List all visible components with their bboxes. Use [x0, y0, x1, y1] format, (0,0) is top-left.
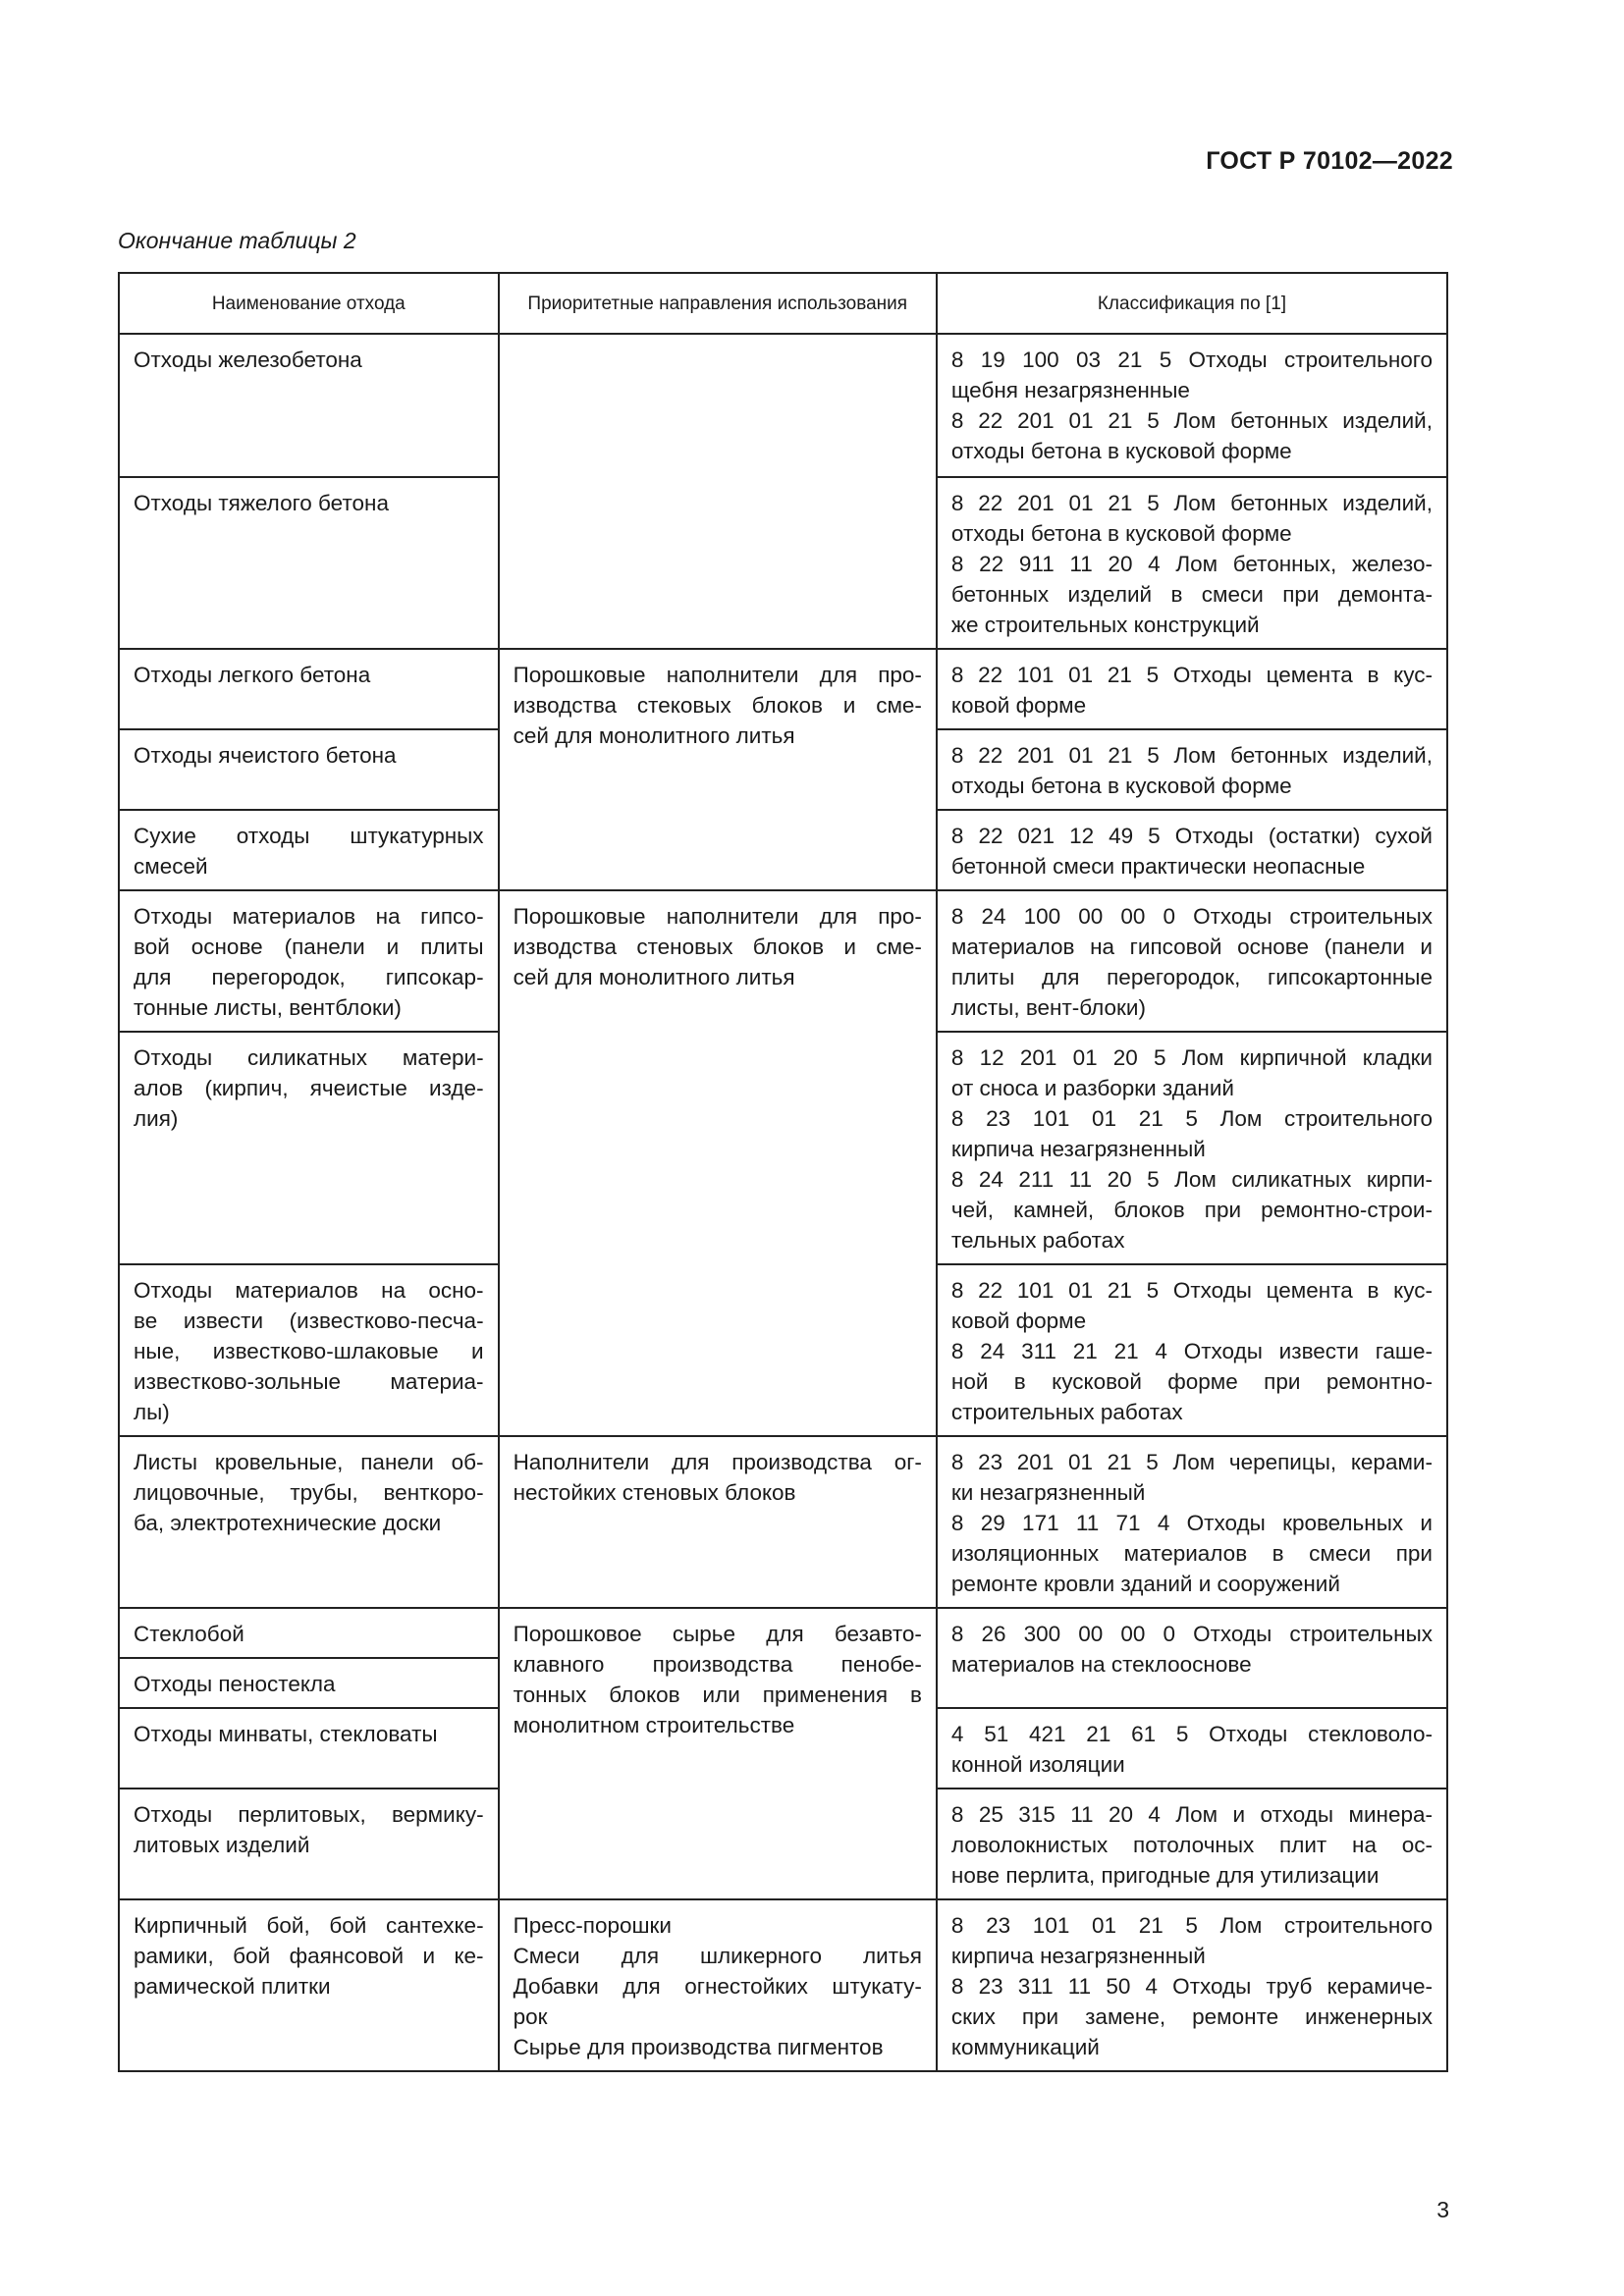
text-line: плиты для перегородок, гипсокартонные	[950, 965, 1433, 989]
waste-name-cell	[119, 810, 499, 890]
text-line: от сноса и разборки зданий	[950, 1076, 1234, 1100]
text-line: 8 22 201 01 21 5 Лом бетонных изделий,	[950, 491, 1433, 515]
text-line: клавного производства пенобе-	[513, 1652, 922, 1677]
text-line: изводства стеновых блоков и сме-	[513, 934, 922, 959]
text-line: ве извести (известково-песча-	[134, 1308, 484, 1333]
table-row	[119, 649, 1447, 729]
text-line: известково-зольные материа-	[134, 1369, 484, 1394]
waste-name-cell	[119, 1899, 499, 2071]
column-header: Наименование отхода	[119, 273, 499, 334]
table-row	[119, 334, 1447, 477]
text-line: Сухие отходы штукатурных	[134, 824, 484, 848]
text-line: 8 24 311 21 21 4 Отходы извести гаше-	[950, 1339, 1433, 1363]
text-line: 8 22 201 01 21 5 Лом бетонных изделий,	[950, 743, 1433, 768]
classification-cell	[937, 890, 1447, 1032]
waste-name-cell: Отходы ячеистого бетона	[119, 729, 499, 810]
table-caption: Окончание таблицы 2	[118, 228, 356, 253]
classification-cell	[937, 477, 1447, 649]
text-line: тонные листы, вентблоки)	[134, 995, 402, 1020]
text-line: рамики, бой фаянсовой и ке-	[134, 1944, 484, 1968]
text-line: 4 51 421 21 61 5 Отходы стекловоло-	[950, 1722, 1433, 1746]
classification-cell	[937, 1264, 1447, 1436]
text-line: ба, электротехнические доски	[134, 1511, 442, 1535]
waste-name-cell	[119, 890, 499, 1032]
text-line: ловолокнистых потолочных плит на ос-	[950, 1833, 1433, 1857]
table-row	[119, 1899, 1447, 2071]
text-line: 8 26 300 00 00 0 Отходы строительных	[950, 1622, 1433, 1646]
text-line: тельных работах	[950, 1228, 1125, 1253]
table-header-row	[119, 273, 1447, 334]
text-line: сей для монолитного литья	[513, 965, 795, 989]
classification-cell	[937, 334, 1447, 477]
text-line: лы)	[134, 1400, 170, 1424]
text-line: Порошковые наполнители для про-	[513, 904, 922, 929]
classification-cell	[937, 1899, 1447, 2071]
text-line: алов (кирпич, ячеистые изде-	[134, 1076, 484, 1100]
text-line: чей, камней, блоков при ремонтно-строи-	[950, 1198, 1433, 1222]
text-line: отходы бетона в кусковой форме	[950, 439, 1292, 463]
text-line: нестойких стеновых блоков	[513, 1480, 796, 1505]
waste-name-cell: Отходы тяжелого бетона	[119, 477, 499, 649]
usage-cell	[499, 334, 937, 649]
waste-table	[118, 272, 1448, 2072]
text-line: рок	[513, 2004, 548, 2029]
text-line: сей для монолитного литья	[513, 723, 795, 748]
text-line: бетонных изделий в смеси при демонта-	[950, 582, 1433, 607]
text-line: тонных блоков или применения в	[513, 1682, 922, 1707]
text-line: 8 23 311 11 50 4 Отходы труб керамиче-	[950, 1974, 1433, 1999]
classification-cell	[937, 1789, 1447, 1899]
page-number: 3	[1436, 2197, 1449, 2222]
text-line: изоляционных материалов в смеси при	[950, 1541, 1433, 1566]
text-line: Смеси для шликерного литья	[513, 1944, 922, 1968]
waste-name-cell	[119, 1032, 499, 1264]
text-line: 8 25 315 11 20 4 Лом и отходы минера-	[950, 1802, 1433, 1827]
text-line: 8 12 201 01 20 5 Лом кирпичной кладки	[950, 1045, 1433, 1070]
text-line: строительных работах	[950, 1400, 1183, 1424]
classification-cell	[937, 1708, 1447, 1789]
text-line: ремонте кровли зданий и сооружений	[950, 1572, 1340, 1596]
text-line: щебня незагрязненные	[950, 378, 1190, 402]
waste-name-cell: Стеклобой	[119, 1608, 499, 1658]
text-line: ских при замене, ремонте инженерных	[950, 2004, 1433, 2029]
text-line: Кирпичный бой, бой сантехке-	[134, 1913, 484, 1938]
waste-name-cell: Отходы минваты, стекловаты	[119, 1708, 499, 1789]
usage-cell	[499, 890, 937, 1436]
waste-name-cell: Отходы железобетона	[119, 334, 499, 477]
text-line: 8 19 100 03 21 5 Отходы строительного	[950, 347, 1433, 372]
text-line: бетонной смеси практически неопасные	[950, 854, 1366, 879]
waste-name-cell	[119, 1789, 499, 1899]
text-line: 8 23 201 01 21 5 Лом черепицы, керами-	[950, 1450, 1433, 1474]
text-line: нове перлита, пригодные для утилизации	[950, 1863, 1380, 1888]
text-line: 8 24 211 11 20 5 Лом силикатных кирпи-	[950, 1167, 1433, 1192]
table-row	[119, 890, 1447, 1032]
text-line: Отходы перлитовых, вермику-	[134, 1802, 484, 1827]
text-line: отходы бетона в кусковой форме	[950, 521, 1292, 546]
table-row	[119, 1608, 1447, 1658]
usage-cell	[499, 1899, 937, 2071]
classification-cell	[937, 649, 1447, 729]
classification-cell	[937, 1032, 1447, 1264]
classification-cell	[937, 1436, 1447, 1608]
text-line: Порошковое сырье для безавто-	[513, 1622, 922, 1646]
text-line: 8 22 021 12 49 5 Отходы (остатки) сухой	[950, 824, 1433, 848]
text-line: Отходы материалов на осно-	[134, 1278, 484, 1303]
waste-name-cell: Отходы пеностекла	[119, 1658, 499, 1708]
waste-name-cell	[119, 1264, 499, 1436]
usage-cell	[499, 1608, 937, 1899]
text-line: Листы кровельные, панели об-	[134, 1450, 484, 1474]
text-line: рамической плитки	[134, 1974, 331, 1999]
text-line: конной изоляции	[950, 1752, 1125, 1777]
text-line: коммуникаций	[950, 2035, 1100, 2059]
text-line: ные, известково-шлаковые и	[134, 1339, 484, 1363]
text-line: лия)	[134, 1106, 179, 1131]
text-line: Отходы силикатных матери-	[134, 1045, 484, 1070]
text-line: 8 24 100 00 00 0 Отходы строительных	[950, 904, 1433, 929]
text-line: 8 23 101 01 21 5 Лом строительного	[950, 1913, 1433, 1938]
text-line: ки незагрязненный	[950, 1480, 1146, 1505]
text-line: вой основе (панели и плиты	[134, 934, 484, 959]
waste-name-cell: Отходы легкого бетона	[119, 649, 499, 729]
classification-cell	[937, 729, 1447, 810]
text-line: материалов на гипсовой основе (панели и	[950, 934, 1433, 959]
usage-cell	[499, 1436, 937, 1608]
text-line: листы, вент-блоки)	[950, 995, 1146, 1020]
text-line: лицовочные, трубы, венткоро-	[134, 1480, 484, 1505]
text-line: материалов на стеклооснове	[950, 1652, 1252, 1677]
text-line: монолитном строительстве	[513, 1713, 795, 1737]
text-line: Пресс-порошки	[513, 1913, 672, 1938]
text-line: изводства стековых блоков и сме-	[513, 693, 922, 718]
text-line: отходы бетона в кусковой форме	[950, 774, 1292, 798]
text-line: Сырье для производства пигментов	[513, 2035, 884, 2059]
text-line: 8 22 101 01 21 5 Отходы цемента в кус-	[950, 663, 1433, 687]
waste-name-cell	[119, 1436, 499, 1608]
text-line: 8 22 911 11 20 4 Лом бетонных, железо-	[950, 552, 1433, 576]
text-line: смесей	[134, 854, 208, 879]
text-line: ковой форме	[950, 693, 1087, 718]
column-header: Классификация по [1]	[937, 273, 1447, 334]
classification-cell	[937, 810, 1447, 890]
text-line: же строительных конструкций	[950, 613, 1260, 637]
table-row	[119, 1436, 1447, 1608]
text-line: литовых изделий	[134, 1833, 310, 1857]
standard-code: ГОСТ Р 70102—2022	[1206, 147, 1453, 175]
text-line: 8 23 101 01 21 5 Лом строительного	[950, 1106, 1433, 1131]
text-line: ной в кусковой форме при ремонтно-	[950, 1369, 1433, 1394]
text-line: 8 29 171 11 71 4 Отходы кровельных и	[950, 1511, 1433, 1535]
text-line: кирпича незагрязненный	[950, 1944, 1206, 1968]
text-line: 8 22 201 01 21 5 Лом бетонных изделий,	[950, 408, 1433, 433]
text-line: Порошковые наполнители для про-	[513, 663, 922, 687]
text-line: Отходы материалов на гипсо-	[134, 904, 484, 929]
usage-cell	[499, 649, 937, 890]
text-line: 8 22 101 01 21 5 Отходы цемента в кус-	[950, 1278, 1433, 1303]
text-line: кирпича незагрязненный	[950, 1137, 1206, 1161]
text-line: ковой форме	[950, 1308, 1087, 1333]
column-header: Приоритетные направления использования	[499, 273, 937, 334]
text-line: Добавки для огнестойких штукату-	[513, 1974, 922, 1999]
classification-cell	[937, 1608, 1447, 1708]
text-line: для перегородок, гипсокар-	[134, 965, 484, 989]
text-line: Наполнители для производства ог-	[513, 1450, 922, 1474]
